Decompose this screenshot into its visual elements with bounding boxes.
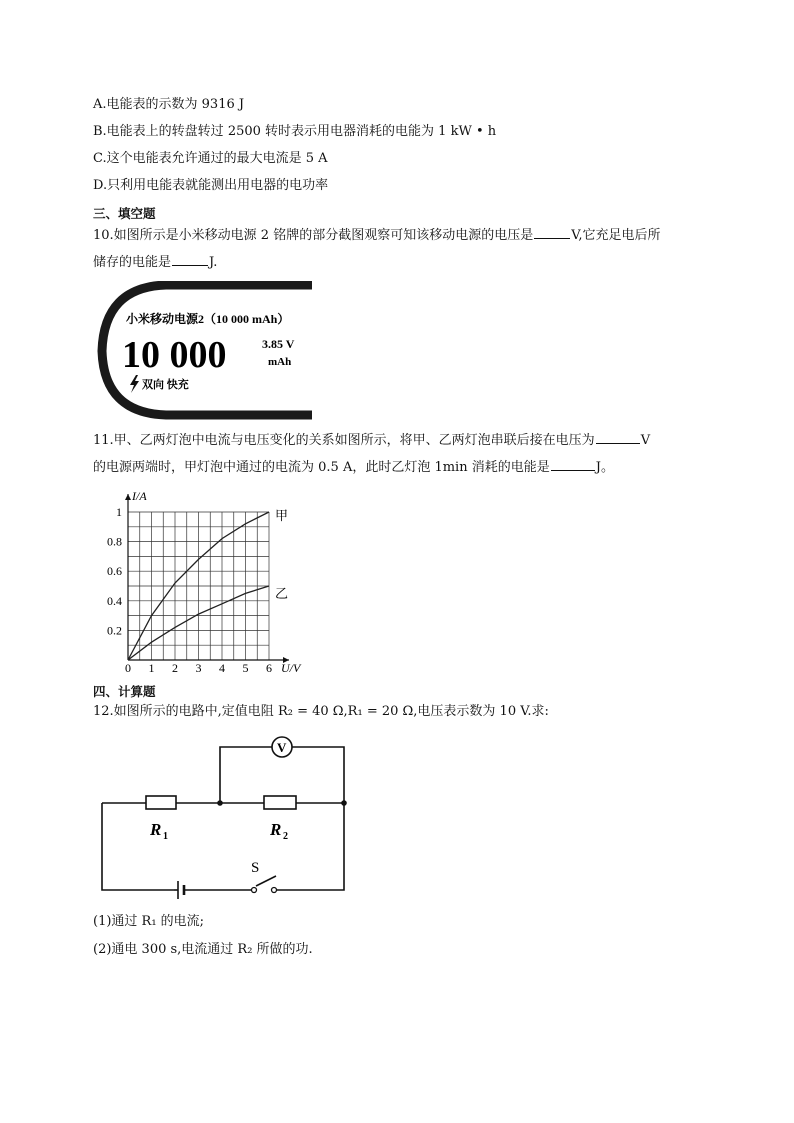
label-feature: 双向 快充: [142, 379, 189, 391]
wire-vm-left: [220, 747, 272, 803]
q9-option-a: A.电能表的示数为 9316 J: [93, 97, 245, 112]
r2-subscript: 2: [283, 831, 288, 842]
resistor-r2: [264, 796, 296, 809]
x-axis-label: U/V: [281, 661, 301, 673]
resistor-r1: [146, 796, 176, 809]
switch-label: S: [251, 860, 260, 876]
y-tick-label: 0.6: [107, 564, 122, 579]
y-tick-label: 0.8: [107, 534, 122, 549]
y-tick-label: 1: [116, 505, 122, 519]
series-label-1: 甲: [275, 508, 289, 523]
q10-blank-energy: [172, 253, 208, 266]
series-label-2: 乙: [275, 586, 289, 601]
q11-text-c: 的电源两端时，甲灯泡中通过的电流为 0.5 A，此时乙灯泡 1min 消耗的电能是: [93, 460, 550, 475]
x-tick-label: 5: [242, 661, 249, 673]
wire-vm-right: [292, 747, 344, 803]
switch-contact-left: [252, 888, 257, 893]
q10-text-d: J.: [209, 255, 218, 270]
q11-text-d: J。: [595, 460, 614, 475]
chart-axes: [125, 494, 289, 663]
x-tick-label: 6: [266, 661, 272, 673]
y-axis-arrow: [125, 494, 131, 500]
x-tick-label: 0: [125, 661, 131, 673]
q12-sub1: (1)通过 R₁ 的电流;: [93, 914, 205, 929]
q11-blank-energy: [551, 458, 595, 471]
q11-blank-voltage: [596, 431, 640, 444]
label-capacity: 10 000: [122, 334, 227, 376]
power-bank-label-figure: [96, 281, 316, 421]
q12-stem: 12.如图所示的电路中,定值电阻 R₂ = 40 Ω,R₁ = 20 Ω,电压表示数为 10 V.求:: [93, 704, 549, 719]
q10-text-c: 储存的电能是: [93, 255, 172, 270]
q9-option-b: B.电能表上的转盘转过 2500 转时表示用电器消耗的电能为 1 kW • h: [93, 124, 497, 139]
label-voltage: 3.85 V: [262, 337, 295, 351]
wire-right: [274, 803, 344, 890]
voltmeter-label: V: [277, 740, 287, 755]
q9-option-c: C.这个电能表允许通过的最大电流是 5 A: [93, 151, 328, 166]
junction-right: [341, 800, 347, 806]
wire-left: [102, 803, 174, 890]
section-heading-calc: 四、计算题: [93, 684, 156, 699]
y-tick-label: 0.4: [107, 593, 122, 608]
chart-grid: [128, 512, 269, 660]
section-heading-fill-blank: 三、填空题: [93, 206, 156, 221]
r1-label: R: [150, 820, 162, 839]
circuit-diagram: [96, 730, 356, 900]
junction-left: [217, 800, 223, 806]
label-unit: mAh: [268, 356, 292, 368]
q9-option-d: D.只利用电能表就能测出用电器的电功率: [93, 178, 329, 193]
label-title: 小米移动电源2（10 000 mAh）: [126, 312, 290, 326]
q10-blank-voltage: [534, 226, 570, 239]
r1-subscript: 1: [163, 831, 168, 842]
lightning-bolt-icon: [130, 375, 139, 393]
q11-text-b: V: [640, 433, 651, 448]
x-tick-label: 4: [219, 661, 225, 673]
x-tick-label: 2: [172, 661, 178, 673]
q11-text-a: 11.甲、乙两灯泡中电流与电压变化的关系如图所示，将甲、乙两灯泡串联后接在电压为: [93, 433, 595, 448]
r2-label: R: [270, 820, 282, 839]
q11-line2: [93, 458, 614, 477]
q10-text-b: V,它充足电后所: [571, 228, 661, 243]
q10-text-a: 10.如图所示是小米移动电源 2 铭牌的部分截图观察可知该移动电源的电压是: [93, 228, 534, 243]
x-tick-label: 3: [195, 661, 202, 673]
q11-line1: [93, 431, 650, 450]
q10-line1: [93, 226, 660, 245]
x-tick-label: 1: [148, 661, 155, 673]
y-axis-label: I/A: [132, 489, 147, 503]
switch-blade: [256, 876, 276, 886]
iu-chart: [104, 488, 304, 673]
q10-line2: [93, 253, 217, 272]
q12-sub2: (2)通电 300 s,电流通过 R₂ 所做的功.: [93, 942, 313, 957]
switch-contact-right: [272, 888, 277, 893]
y-tick-label: 0.2: [107, 623, 122, 638]
